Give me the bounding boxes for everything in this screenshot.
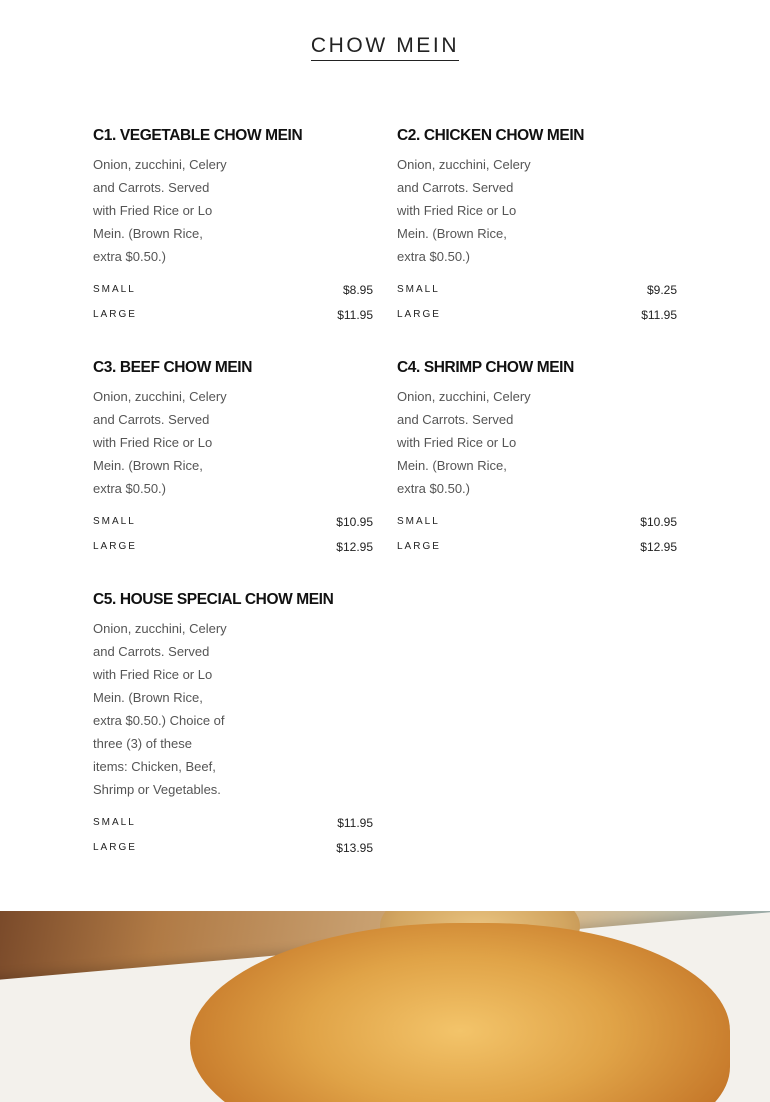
price-value: $11.95 bbox=[641, 307, 677, 322]
menu-item-c3 bbox=[93, 358, 373, 559]
description-line: with Fried Rice or Lo bbox=[397, 203, 517, 218]
price-list bbox=[93, 509, 373, 559]
price-row-small bbox=[93, 810, 373, 835]
menu-item-c5 bbox=[93, 590, 373, 860]
description-line: and Carrots. Served bbox=[397, 180, 514, 195]
item-description bbox=[397, 385, 537, 500]
size-label: SMALL bbox=[397, 516, 440, 527]
item-name: C3. BEEF CHOW MEIN bbox=[93, 359, 253, 376]
price-value: $9.25 bbox=[646, 282, 677, 297]
item-description bbox=[93, 617, 233, 801]
price-row-large bbox=[397, 534, 677, 559]
section-header bbox=[0, 32, 770, 61]
description-line: and Carrots. Served bbox=[93, 412, 210, 427]
description-line: Mein. (Brown Rice, bbox=[397, 458, 507, 473]
price-row-small bbox=[397, 509, 677, 534]
price-value: $11.95 bbox=[337, 307, 373, 322]
item-description bbox=[397, 153, 537, 268]
description-line: and Carrots. Served bbox=[93, 180, 210, 195]
description-line: extra $0.50.) bbox=[93, 481, 166, 496]
description-line: extra $0.50.) bbox=[93, 249, 166, 264]
price-row-large bbox=[397, 302, 677, 327]
description-line: extra $0.50.) bbox=[397, 481, 470, 496]
description-line: with Fried Rice or Lo bbox=[93, 667, 213, 682]
price-list bbox=[93, 810, 373, 860]
description-line: with Fried Rice or Lo bbox=[397, 435, 517, 450]
section-title: CHOW MEIN bbox=[311, 32, 459, 61]
menu-item-c1 bbox=[93, 126, 373, 327]
price-value: $12.95 bbox=[336, 539, 373, 554]
egg-foo-young bbox=[190, 923, 730, 1102]
item-name: C1. VEGETABLE CHOW MEIN bbox=[93, 127, 303, 144]
price-value: $12.95 bbox=[640, 539, 677, 554]
item-description bbox=[93, 153, 233, 268]
price-value: $10.95 bbox=[640, 514, 677, 529]
description-line: and Carrots. Served bbox=[397, 412, 514, 427]
size-label: SMALL bbox=[397, 284, 440, 295]
size-label: SMALL bbox=[93, 284, 136, 295]
description-line: Onion, zucchini, Celery bbox=[93, 621, 227, 636]
description-line: Mein. (Brown Rice, bbox=[397, 226, 507, 241]
description-line: extra $0.50.) bbox=[397, 249, 470, 264]
food-photo bbox=[0, 911, 770, 1102]
price-value: $10.95 bbox=[336, 514, 373, 529]
size-label: LARGE bbox=[93, 541, 137, 552]
description-line: Mein. (Brown Rice, bbox=[93, 690, 203, 705]
description-line: with Fried Rice or Lo bbox=[93, 203, 213, 218]
price-list bbox=[93, 277, 373, 327]
price-value: $13.95 bbox=[336, 840, 373, 855]
description-line: three (3) of these bbox=[93, 736, 192, 751]
item-name: C5. HOUSE SPECIAL CHOW MEIN bbox=[93, 591, 334, 608]
description-line: with Fried Rice or Lo bbox=[93, 435, 213, 450]
description-line: Mein. (Brown Rice, bbox=[93, 458, 203, 473]
menu-item-c2 bbox=[397, 126, 677, 327]
description-line: Onion, zucchini, Celery bbox=[397, 389, 531, 404]
price-list bbox=[397, 509, 677, 559]
size-label: LARGE bbox=[93, 842, 137, 853]
size-label: LARGE bbox=[397, 541, 441, 552]
item-name: C2. CHICKEN CHOW MEIN bbox=[397, 127, 585, 144]
description-line: Mein. (Brown Rice, bbox=[93, 226, 203, 241]
price-row-small bbox=[397, 277, 677, 302]
description-line: Onion, zucchini, Celery bbox=[93, 157, 227, 172]
price-row-large bbox=[93, 835, 373, 860]
price-value: $11.95 bbox=[337, 815, 373, 830]
price-list bbox=[397, 277, 677, 327]
price-row-small bbox=[93, 277, 373, 302]
price-value: $8.95 bbox=[342, 282, 373, 297]
description-line: items: Chicken, Beef, bbox=[93, 759, 216, 774]
menu-item-c4 bbox=[397, 358, 677, 559]
price-row-small bbox=[93, 509, 373, 534]
description-line: and Carrots. Served bbox=[93, 644, 210, 659]
size-label: SMALL bbox=[93, 817, 136, 828]
description-line: Shrimp or Vegetables. bbox=[93, 782, 221, 797]
price-row-large bbox=[93, 534, 373, 559]
size-label: LARGE bbox=[93, 309, 137, 320]
description-line: extra $0.50.) Choice of bbox=[93, 713, 225, 728]
size-label: LARGE bbox=[397, 309, 441, 320]
price-row-large bbox=[93, 302, 373, 327]
item-name: C4. SHRIMP CHOW MEIN bbox=[397, 359, 574, 376]
size-label: SMALL bbox=[93, 516, 136, 527]
item-description bbox=[93, 385, 233, 500]
description-line: Onion, zucchini, Celery bbox=[397, 157, 531, 172]
description-line: Onion, zucchini, Celery bbox=[93, 389, 227, 404]
